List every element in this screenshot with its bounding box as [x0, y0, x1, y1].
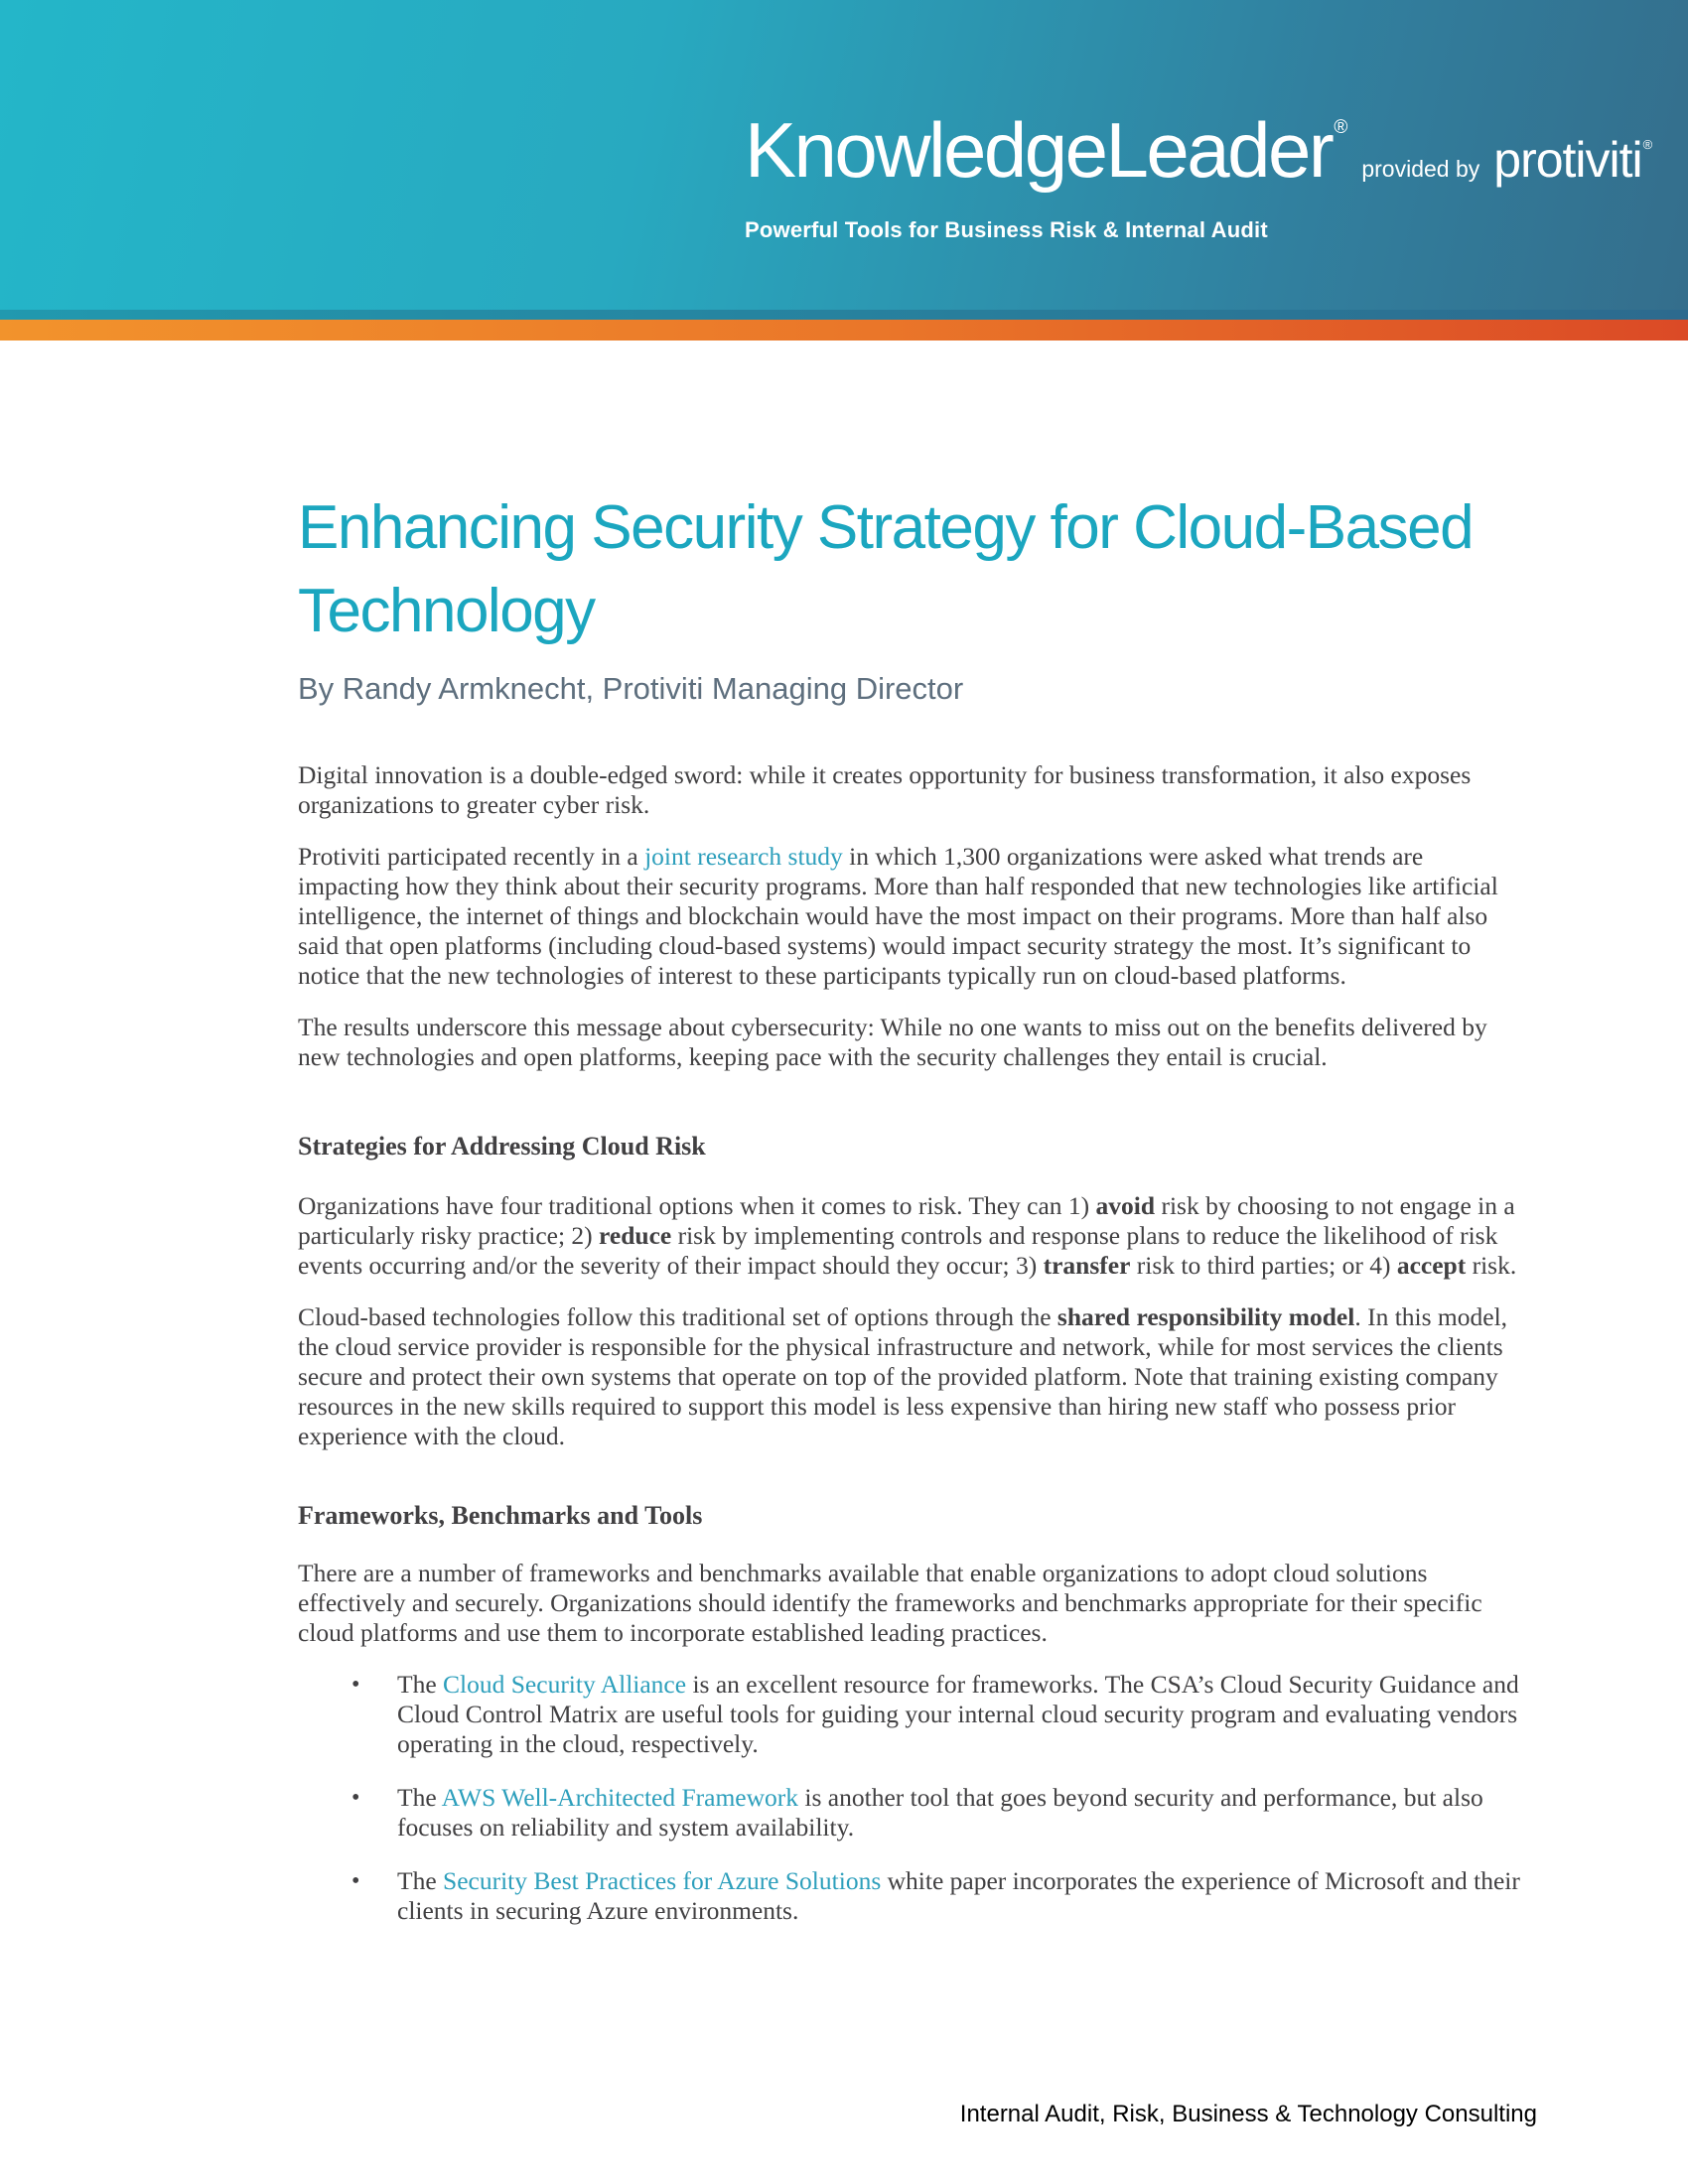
bullet-icon: • — [352, 1672, 360, 1698]
text-run-bold: avoid — [1095, 1191, 1156, 1220]
paragraph — [298, 1302, 1529, 1451]
page-title: Enhancing Security Strategy for Cloud-Based Technology — [298, 493, 1474, 645]
text-run: risk to third parties; or 4) — [1130, 1251, 1397, 1280]
paragraph — [298, 842, 1529, 991]
masthead-dark-band — [0, 310, 1688, 320]
list-item — [298, 1783, 1529, 1843]
inline-link[interactable]: Cloud Security Alliance — [443, 1670, 687, 1699]
text-run: . In this model, the cloud service provider is responsible for the physical infrastructure and network, while for most services the clients secure and protect their own systems that operate on top of the provided platform. Note that training existing company resources in the new skills required to support this model is less expensive than hiring new staff who possess prior experience with the cloud. — [298, 1302, 1508, 1450]
paragraph — [298, 760, 1529, 820]
text-run: Digital innovation is a double-edged sword: while it creates opportunity for business transformation, it also exposes organizations to greater cyber risk. — [298, 760, 1472, 819]
section-heading-frameworks: Frameworks, Benchmarks and Tools — [298, 1501, 703, 1530]
inline-link[interactable]: joint research study — [644, 842, 843, 871]
protiviti-wordmark: protiviti — [1493, 132, 1642, 188]
text-run: The — [397, 1783, 442, 1812]
text-run: risk by implementing controls and response plans to reduce the likelihood of risk events occurring and/or the severity of their impact should they occur; 3) — [298, 1221, 1498, 1280]
masthead-banner — [0, 0, 1688, 310]
text-run: Organizations have four traditional options when it comes to risk. They can 1) — [298, 1191, 1096, 1220]
list-item — [298, 1670, 1529, 1759]
text-run: The results underscore this message about cybersecurity: While no one wants to miss out on the benefits delivered by new technologies and open platforms, keeping pace with the security challenges they entail is crucial. — [298, 1013, 1487, 1071]
frameworks-bullet-list — [298, 1670, 1529, 1926]
text-run-bold: transfer — [1043, 1251, 1131, 1280]
text-run: in which 1,300 organizations were asked what trends are impacting how they think about their security programs. More than half responded that new technologies like artificial intelligence, the internet of things and blockchain would have the most impact on their programs. More than half also said that open platforms (including cloud-based systems) would impact security strategy the most. It’s significant to notice that the new technologies of interest to these participants typically run on cloud-based platforms. — [298, 842, 1498, 990]
section-heading-cloud-risk: Strategies for Addressing Cloud Risk — [298, 1132, 706, 1160]
text-run: There are a number of frameworks and benchmarks available that enable organizations to adopt cloud solutions effectively and securely. Organizations should identify the frameworks and benchmarks appropriate for their specific cloud platforms and use them to incorporate established leading practices. — [298, 1559, 1482, 1647]
byline: By Randy Armknecht, Protiviti Managing Director — [298, 671, 964, 706]
text-run-bold: shared responsibility model — [1056, 1302, 1355, 1331]
text-run-bold: accept — [1396, 1251, 1467, 1280]
knowledgeleader-wordmark: KnowledgeLeader — [745, 106, 1333, 194]
text-run: is another tool that goes beyond security and performance, but also focuses on reliability and system availability. — [397, 1783, 1483, 1842]
inline-link[interactable]: Security Best Practices for Azure Solutions — [443, 1866, 882, 1895]
text-run: The — [397, 1670, 444, 1699]
paragraph — [298, 1013, 1529, 1072]
bullet-icon: • — [352, 1785, 360, 1811]
text-run-bold: reduce — [599, 1221, 672, 1250]
text-run: risk by choosing to not engage in a particularly risky practice; 2) — [298, 1191, 1515, 1250]
text-run: is an excellent resource for frameworks. The CSA’s Cloud Security Guidance and Cloud Control Matrix are useful tools for guiding your internal cloud security program and evaluating vendors operating in the cloud, respectively. — [397, 1670, 1519, 1758]
paragraph — [298, 1559, 1529, 1648]
text-run: risk. — [1466, 1251, 1517, 1280]
orange-accent-stripe — [0, 320, 1688, 341]
text-run: The — [397, 1866, 444, 1895]
text-run: white paper incorporates the experience of Microsoft and their clients in securing Azure environments. — [397, 1866, 1520, 1925]
registered-mark-icon: ® — [1642, 137, 1653, 152]
logo-line — [745, 106, 1653, 211]
list-item-text — [397, 1866, 1520, 1925]
text-run: Cloud-based technologies follow this traditional set of options through the — [298, 1302, 1057, 1331]
list-item-text — [397, 1783, 1483, 1842]
footer-consulting-line: Internal Audit, Risk, Business & Technology Consulting — [959, 2101, 1537, 2127]
title-block — [298, 486, 1529, 709]
article-body — [298, 760, 1529, 1950]
knowledgeleader-logo — [745, 106, 1653, 243]
logo-tagline: Powerful Tools for Business Risk & Internal Audit — [745, 217, 1268, 242]
inline-link[interactable]: AWS Well-Architected Framework — [441, 1783, 799, 1812]
list-item — [298, 1866, 1529, 1926]
list-item-text — [397, 1670, 1519, 1758]
bullet-icon: • — [352, 1868, 360, 1894]
text-run: Protiviti participated recently in a — [298, 842, 645, 871]
paragraph — [298, 1191, 1529, 1281]
registered-mark-icon: ® — [1334, 117, 1348, 138]
provided-by-label: provided by — [1361, 156, 1480, 182]
